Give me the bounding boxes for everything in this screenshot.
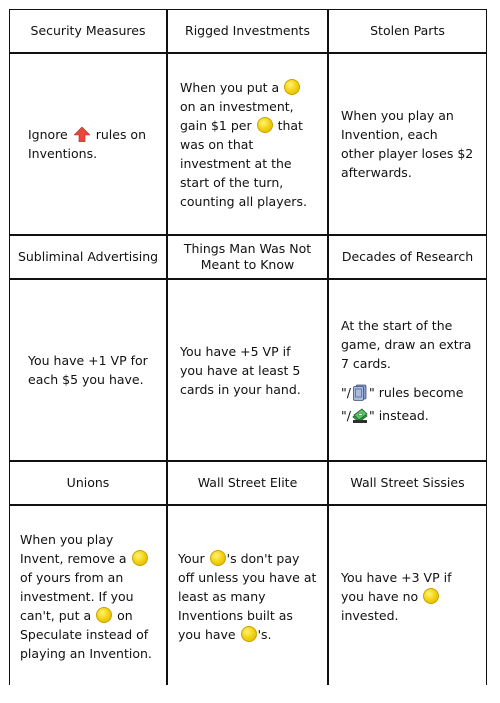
card-title: Stolen Parts [329,10,486,54]
card-body [168,54,327,234]
card-text: When you put a [180,79,280,95]
card-title: Things Man Was Not Meant to Know [168,236,327,280]
card-title: Decades of Research [329,236,486,280]
gold-coin-icon [96,607,112,623]
card-text: When you play Invent, remove a [20,531,127,566]
card-text: 's. [257,626,272,642]
card-body [168,506,327,686]
card-text: 's don't pay off unless you have at least as many Inventions built as you have [178,550,317,642]
card-sheet [9,9,487,685]
card-text: Your [178,550,205,566]
card-stolen-parts[interactable] [329,10,486,234]
card-text: At the start of the game, draw an extra 7 cards. [341,317,472,371]
card-title: Subliminal Advertising [10,236,166,280]
gold-coin-icon [132,550,148,566]
card-title: Wall Street Sissies [329,462,486,506]
card-text: rules on Inventions. [28,127,146,161]
card-body [10,280,166,460]
card-decades-of-research[interactable] [329,236,486,460]
gold-coin-icon [241,626,257,642]
card-text: " rules become [368,384,464,400]
card-body [329,506,486,686]
card-text: invested. [341,607,399,623]
card-text: Ignore [28,127,68,142]
card-wall-street-sissies[interactable] [329,462,486,686]
card-body [329,280,486,460]
card-body [329,54,486,234]
red-up-arrow-icon [74,127,90,142]
card-wall-street-elite[interactable] [168,462,327,686]
card-text: You have +1 VP for each $5 you have. [28,353,148,387]
card-text: that was on that investment at the start of the turn, counting all players. [180,117,307,209]
card-deck-icon [352,384,368,401]
card-unions[interactable] [10,462,166,686]
gold-coin-icon [423,588,439,604]
card-text: " instead. [368,407,429,423]
card-body [10,506,166,686]
card-text: When you play an Invention, each other player loses $2 afterwards. [341,108,474,180]
card-body [10,54,166,234]
card-text: of yours from an investment. If you can't, put a [20,569,134,623]
card-subliminal-advertising[interactable] [10,236,166,460]
card-title: Rigged Investments [168,10,327,54]
card-body [168,280,327,460]
gold-coin-icon [257,117,273,133]
gold-coin-icon [284,79,300,95]
card-text: "/ [341,407,351,423]
card-title: Unions [10,462,166,506]
card-things-man-was-not-meant-to-know[interactable] [168,236,327,460]
card-text: on an investment, gain $1 per [180,98,294,133]
card-title: Security Measures [10,10,166,54]
card-text: "/ [341,384,351,400]
card-text: on Speculate instead of playing an Invention. [20,607,152,661]
card-text: You have +3 VP if you have no [341,569,452,604]
card-text: You have +5 VP if you have at least 5 cards in your hand. [180,343,301,397]
card-rigged-investments[interactable] [168,10,327,234]
card-security-measures[interactable] [10,10,166,234]
card-title: Wall Street Elite [168,462,327,506]
money-pile-icon [352,407,368,424]
gold-coin-icon [210,550,226,566]
